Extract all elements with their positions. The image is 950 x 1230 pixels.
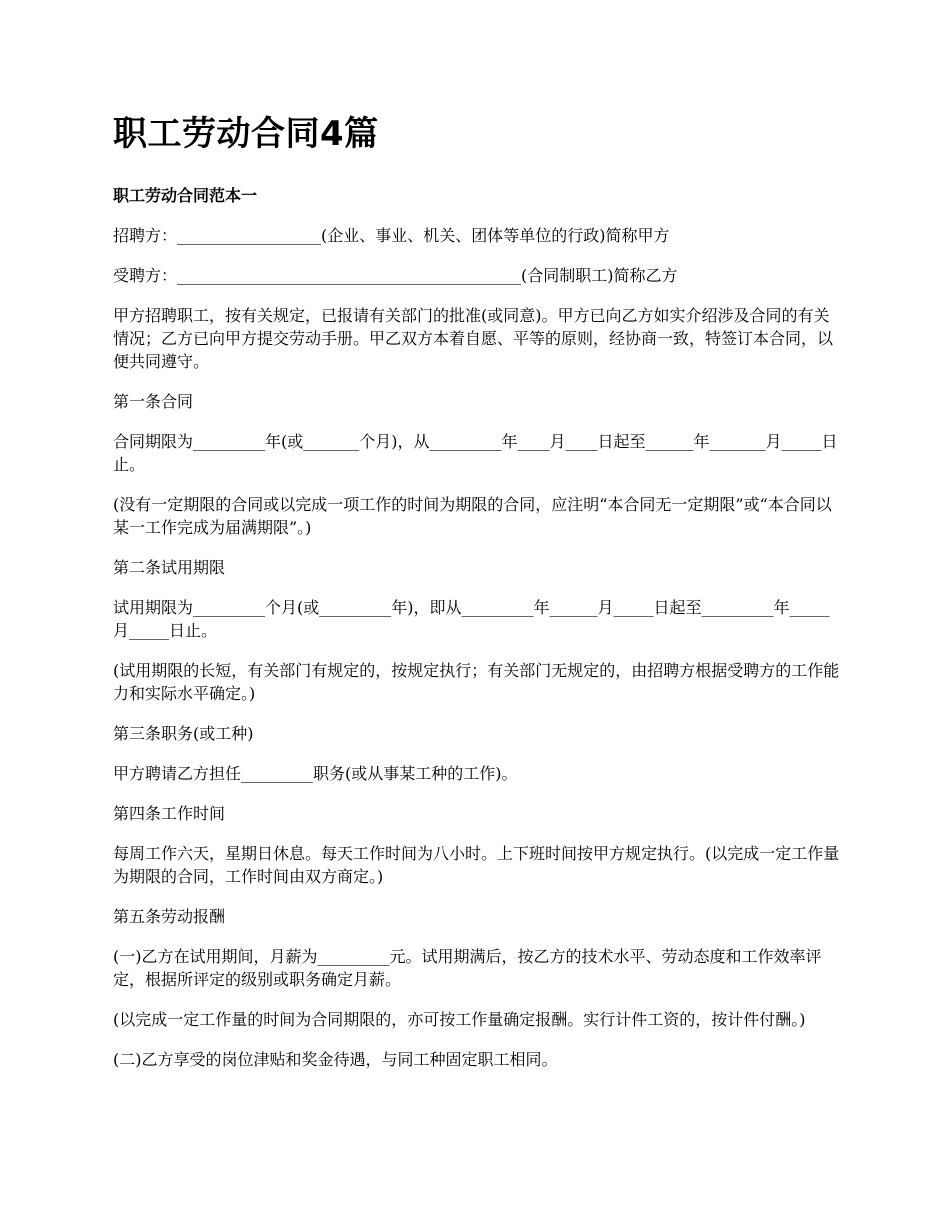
article-4-heading: 第四条工作时间	[113, 804, 226, 823]
paragraph-salary-1: (一)乙方在试用期间，月薪为_________元。试用期满后，按乙方的技术水平、劳动态度和工作效率评定，根据所评定的级别或职务确定月薪。	[113, 947, 822, 989]
paragraph-term-note: (没有一定期限的合同或以完成一项工作的时间为期限的合同，应注明“本合同无一定期限”或“本合同以某一工作完成为届满期限”。)	[113, 495, 832, 537]
paragraph-probation-term: 试用期限为_________个月(或_________年)，即从_________年______月_____日起至_________年_____月_____日止。	[113, 598, 830, 640]
paragraph-employee: 受聘方：___________________________________________(合同制职工)简称乙方	[113, 266, 678, 285]
article-1-heading: 第一条合同	[113, 392, 194, 411]
article-3-heading: 第三条职务(或工种)	[113, 724, 254, 743]
paragraph-probation-note: (试用期限的长短，有关部门有规定的，按规定执行；有关部门无规定的，由招聘方根据受聘方的工作能力和实际水平确定。)	[113, 661, 840, 703]
paragraph-salary-2: (二)乙方享受的岗位津贴和奖金待遇，与同工种固定职工相同。	[113, 1050, 558, 1069]
article-2-heading: 第二条试用期限	[113, 558, 226, 577]
article-5-heading: 第五条劳动报酬	[113, 907, 226, 926]
document-page	[113, 108, 843, 1088]
paragraph-contract-term: 合同期限为_________年(或_______个月)，从_________年____月____日起至______年_______月_____日止。	[113, 432, 838, 474]
document-title: 职工劳动合同4篇	[113, 114, 379, 154]
paragraph-position: 甲方聘请乙方担任_________职务(或从事某工种的工作)。	[113, 764, 518, 783]
paragraph-working-hours: 每周工作六天，星期日休息。每天工作时间为八小时。上下班时间按甲方规定执行。(以完成一定工作量为期限的合同，工作时间由双方商定。)	[113, 844, 840, 886]
paragraph-employer: 招聘方：__________________(企业、事业、机关、团体等单位的行政)简称甲方	[113, 226, 670, 245]
paragraph-salary-note: (以完成一定工作量的时间为合同期限的，亦可按工作量确定报酬。实行计件工资的，按计件付酬。)	[113, 1010, 806, 1029]
paragraph-introduction: 甲方招聘职工，按有关规定，已报请有关部门的批准(或同意)。甲方已向乙方如实介绍涉及合同的有关情况；乙方已向甲方提交劳动手册。甲乙双方本着自愿、平等的原则，经协商一致，特签订本合同，以便共同遵守。	[113, 306, 834, 371]
document-subtitle: 职工劳动合同范本一	[113, 186, 258, 205]
